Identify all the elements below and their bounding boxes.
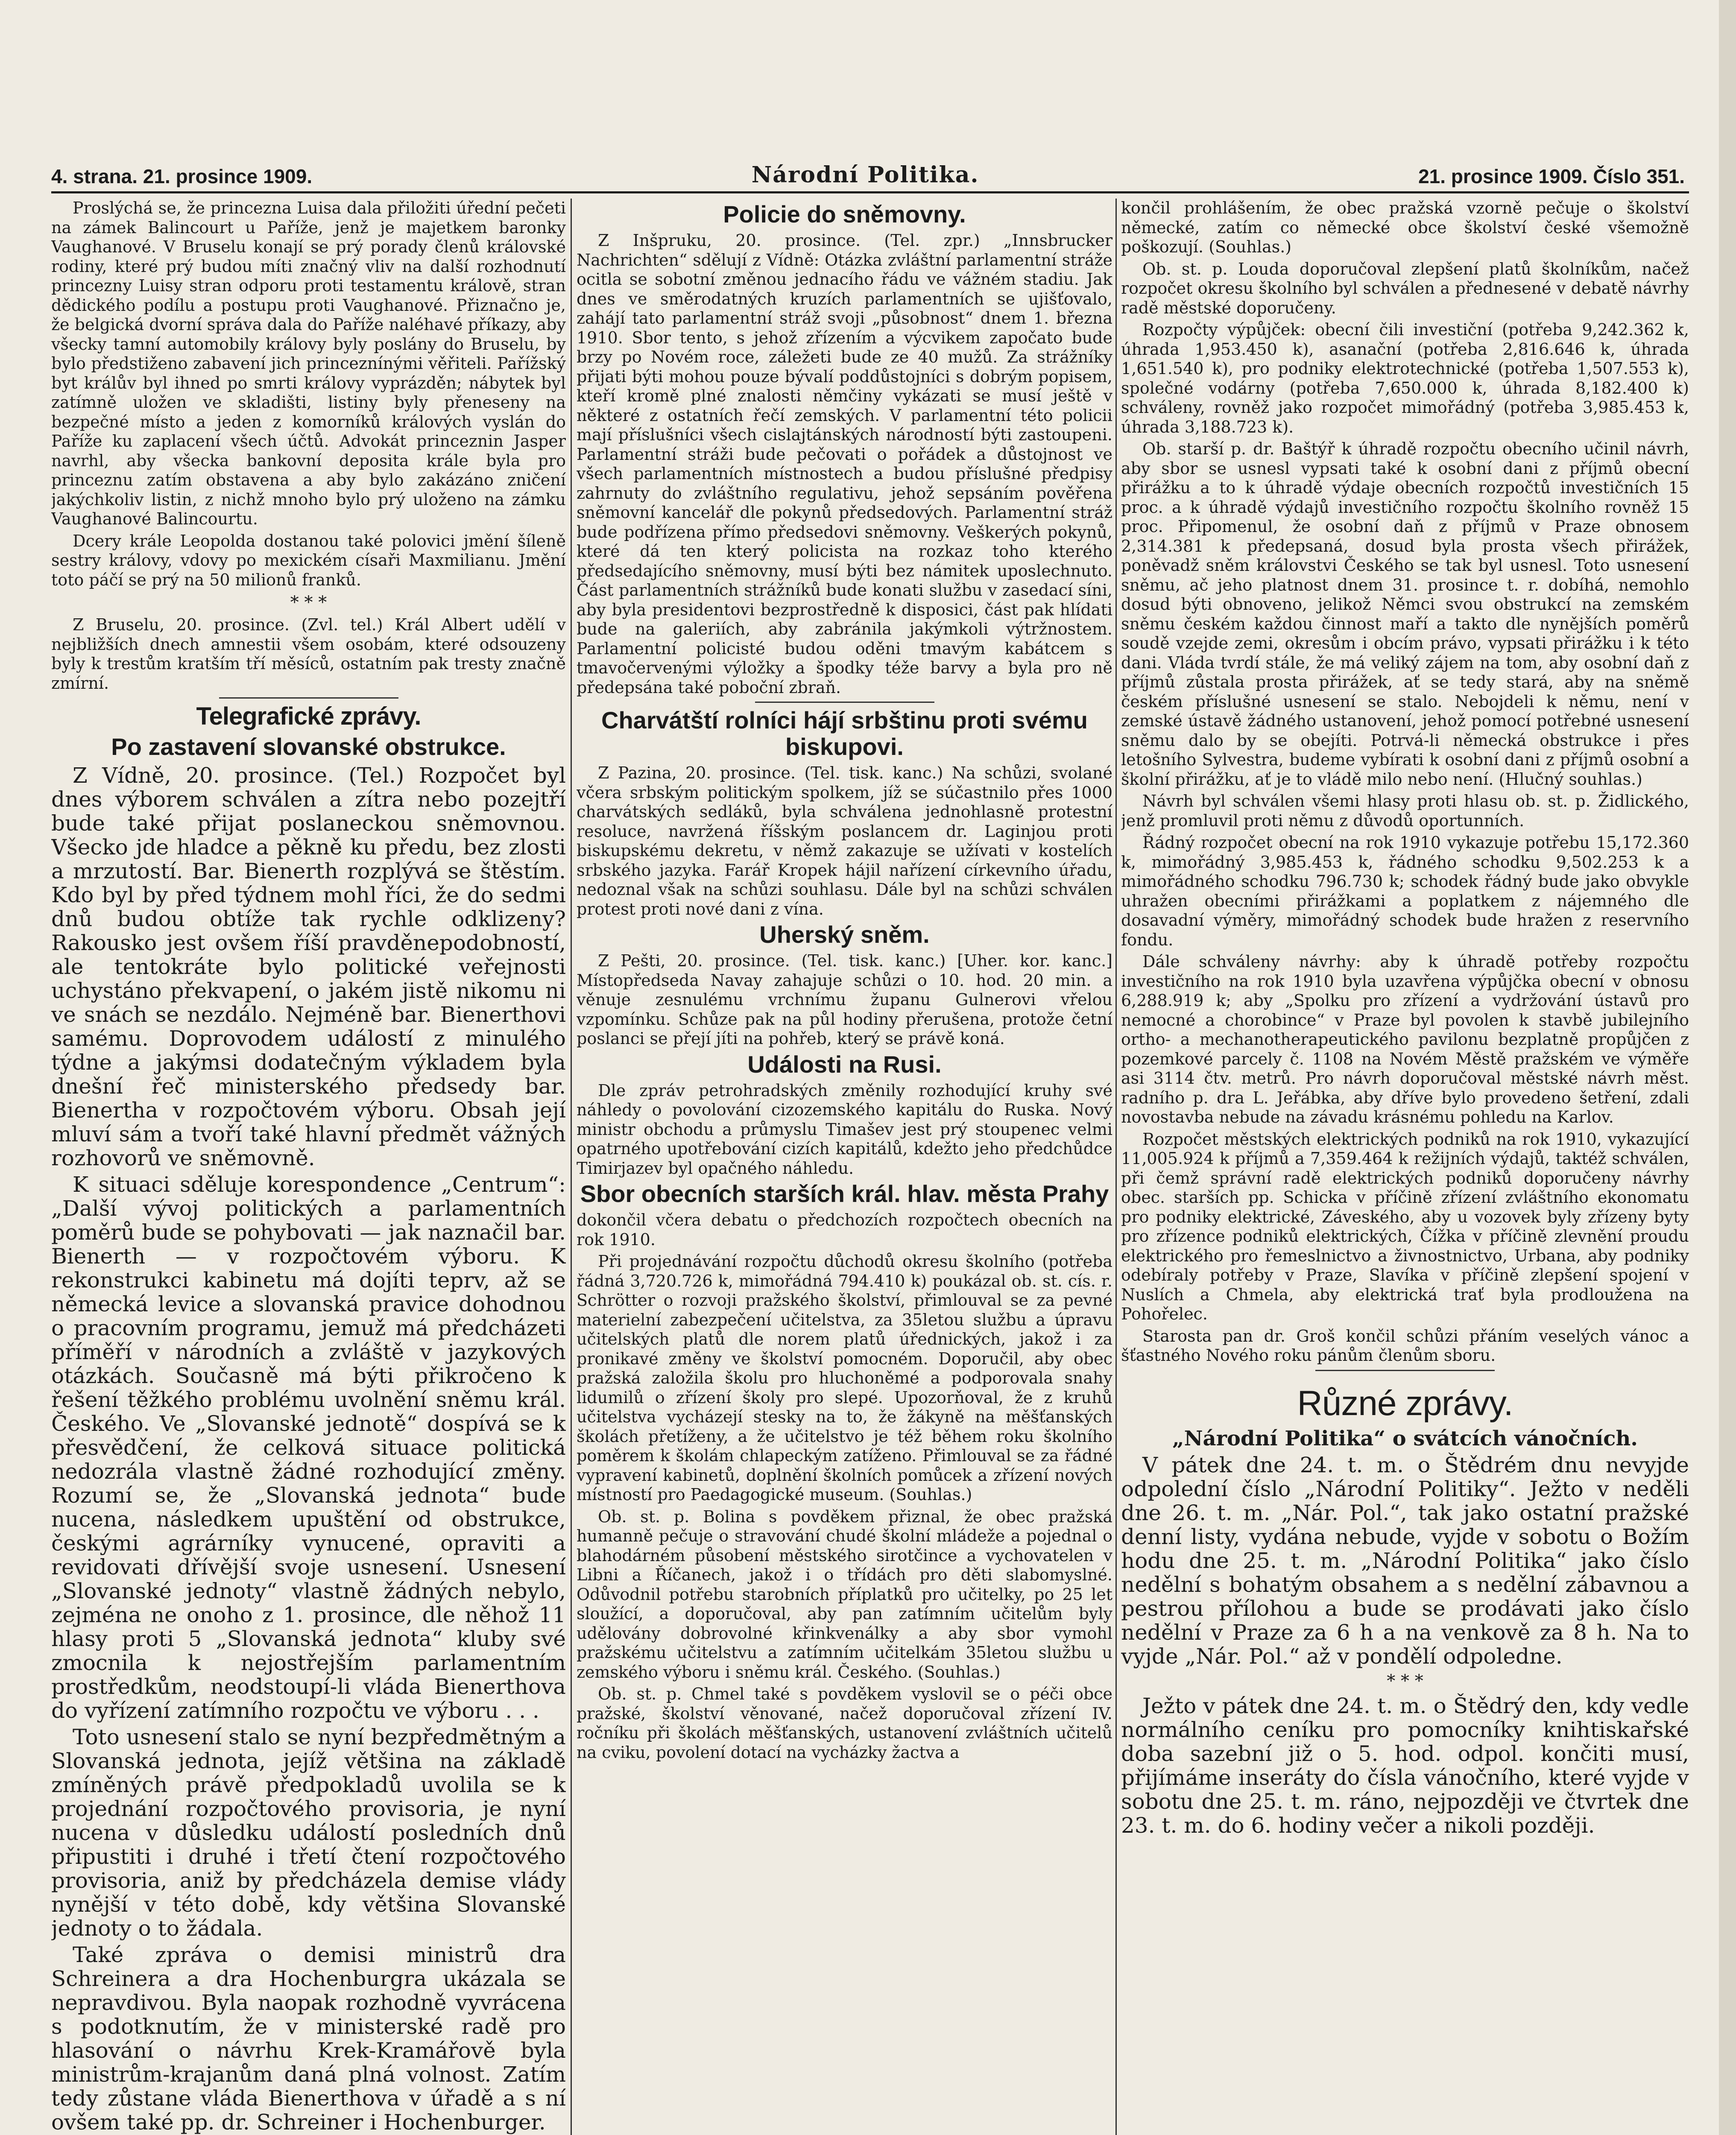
- article-heading: Charvátští rolníci hájí srbštinu proti svému biskupovi.: [601, 707, 1088, 760]
- column-1: [51, 199, 566, 2135]
- article-paragraph: Dle zpráv petrohradských změnily rozhodující kruhy své náhledy o povolování cizozemského kapitálu do Ruska. Nový ministr obchodu a průmyslu Timašev jest prý stoupenec velmi opatrného upotřebování cizích kapitálů, kdežto jeho předchůdce Timirjazev byl opačného náhledu.: [577, 1081, 1112, 1178]
- article-paragraph: Ob. st. p. Chmel také s povděkem vyslovil se o péči obce pražské, školství věnované, načež doporučoval zřízení IV. ročníku při školách měšťanských, ustanovení zvláštních učitelů na cviku, povolení dotací na vycházky žactva a: [577, 1685, 1112, 1762]
- article-heading: Po zastavení slovanské obstrukce.: [111, 733, 506, 760]
- article-paragraph: Také zpráva o demisi ministrů dra Schreinera a dra Hochenburgra ukázala se nepravdivou. Byla naopak rozhodně vyvrácena s podotknutím, že v ministerské radě pro hlasování o návrhu Krek-Kramářově byla ministrům-krajanům daná plná volnost. Zatím tedy zůstane vláda Bienerthova v úřadě a s ní ovšem také pp. dr. Schreiner i Hochenburger.: [51, 1942, 566, 2135]
- article-paragraph: Dále schváleny návrhy: aby k úhradě potřeby rozpočtu investičního na rok 1910 byla uzavřena výpůjčka obecní v obnosu 6,288.919 k; aby „Spolku pro zřízení a vydržování ústavů pro nemocné a chorobince“ v Praze byl povolen k stavbě jubilejního ortho- a mechanotherapeutického pavilonu bezplatně propůjčen z pozemkové parcely č. 1108 na Novém Městě pražském ve výměře asi 3114 čtv. metrů. Pro návrh doporučoval městské návrh měst. radního p. dra L. Jeřábka, aby dříve bylo provedeno šetření, zdali novostavba nebude na závadu krásnému pohledu na Karlov.: [1121, 952, 1689, 1126]
- newspaper-title: Národní Politika.: [751, 162, 979, 188]
- section-divider: [219, 697, 398, 699]
- article-paragraph: Toto usnesení stalo se nyní bezpředmětným a Slovanská jednota, jejíž většina na základě zmíněných právě předpokladů uvolila se k projednání rozpočtového provisoria, je nyní nucena v důsledku událostí posledních dnů připustiti i druhé i třetí čtení rozpočtového provisoria, aniž by předcházela demise vlády nynější v této době, kdy většina Slovanské jednoty o to žádala.: [51, 1725, 566, 1941]
- separator-stars: * * *: [1387, 1671, 1423, 1691]
- header-rule: [51, 191, 1689, 193]
- header-right: 21. prosince 1909. Číslo 351.: [1418, 165, 1685, 187]
- article-paragraph: Z Pešti, 20. prosince. (Tel. tisk. kanc.) [Uher. kor. kanc.] Místopředseda Navay zahajuje schůzi o 10. hod. 20 min. a věnuje zesnulému vrchnímu županu Gulnerovi vřelou vzpomínku. Schůze pak na půl hodiny přerušena, protože četní poslanci se přejí jíti na pohřeb, který se právě koná.: [577, 951, 1112, 1048]
- article-paragraph: Dcery krále Leopolda dostanou také polovici jmění šíleně sestry královy, vdovy po mexickém císaři Maxmilianu. Jmění toto páčí se prý na 50 milionů franků.: [51, 531, 566, 589]
- article-paragraph: Z Pazina, 20. prosince. (Tel. tisk. kanc.) Na schůzi, svolané včera srbským politickým spolkem, jíž se súčastnilo přes 1000 charvátských sedláků, byla schválena jednohlasně protestní resoluce, navržená říšským poslancem dr. Laginjou proti biskupskému dekretu, v němž zakazuje se užívati v kostelích srbského jazyka. Farář Kropek hájil nařízení církevního úřadu, nedoznal však na schůzi souhlasu. Dále byl na schůzi schválen protest proti nové dani z vína.: [577, 763, 1112, 918]
- column-divider: [1115, 199, 1117, 2135]
- page-header: [51, 162, 1685, 188]
- article-heading: Sbor obecních starších král. hlav. města Prahy: [580, 1180, 1109, 1207]
- article-paragraph: dokončil včera debatu o předchozích rozpočtech obecních na rok 1910.: [577, 1211, 1112, 1249]
- article-heading: Události na Rusi.: [747, 1050, 942, 1078]
- article-heading: „Národní Politika“ o svátcích vánočních.: [1172, 1426, 1638, 1451]
- article-paragraph: Návrh byl schválen všemi hlasy proti hlasu ob. st. p. Židlického, jenž promluvil proti němu z důvodů oportunních.: [1121, 792, 1689, 830]
- section-divider: [755, 702, 934, 703]
- article-paragraph: Z Inšpruku, 20. prosince. (Tel. zpr.) „Innsbrucker Nachrichten“ sdělují z Vídně: Otázka zvláštní parlamentní stráže ocitla se sobotní změnou jednacího řádu ve vážném stadiu. Jak dnes ve směrodatných kruzích parlamentních se ujišťovalo, zahájí tato parlamentní stráž svoji „působnost“ dnem 1. března 1910. Sbor tento, s jehož zřízením a výcvikem započato bude brzy po Novém roce, záležeti bude ze 40 mužů. Za strážníky přijati býti mohou pouze bývalí poddůstojníci s dobrým popisem, kteří kromě plné znalosti němčiny vykázati se musí ještě v některé z ostatních řečí zemských. V parlamentní této policii mají příslušníci všech cislajtánských národností býti zastoupeni. Parlamentní stráži bude pečovati o pořádek a důstojnost ve všech parlamentních místnostech a budou příslušné předpisy zahrnuty do zvláštního regulativu, jehož sepsáním pověřena sněmovní kancelář dle pokynů předsedových. Parlamentní stráž bude podřízena přímo předsedovi sněmovny. Veškerých pokynů, které dá ten který policista na rozkaz toho kterého předsedajícího sněmovny, musí býti bez námitek uposlechnuto. Část parlamentních strážníků bude konati službu v zasedací síni, aby byla presidentovi bezprostředně k disposici, část pak hlídati bude na galeriích, aby zabránila jakýmkoli výtržnostem. Parlamentní policisté budou oděni tmavým kabátcem s tmavočervenými výložky a špodky téže barvy a byla pro ně předepsána také poboční zbraň.: [577, 231, 1112, 697]
- column-divider: [571, 199, 572, 2135]
- article-paragraph: Řádný rozpočet obecní na rok 1910 vykazuje potřebu 15,172.360 k, mimořádný 3,985.453 k, řádného schodku 9,502.253 k a mimořádného schodku 796.730 k; schodek řádný bude jako obvykle uhražen obecními přirážkami a poplatkem z nájemného dle dosavadní výměry, mimořádný schodek bude hražen z reservního fondu.: [1121, 833, 1689, 949]
- article-paragraph: Starosta pan dr. Groš končil schůzi přáním veselých vánoc a šťastného Nového roku pánům členům sboru.: [1121, 1326, 1689, 1365]
- separator-stars: * * *: [290, 593, 327, 612]
- article-paragraph: Rozpočty výpůjček: obecní čili investiční (potřeba 9,242.362 k, úhrada 1,953.450 k), asanační (potřeba 2,816.646 k, úhrada 1,651.540 k), pro podniky elektrotechnické (potřeba 1,507.553 k), společné vodárny (potřeba 7,650.000 k, úhrada 8,182.400 k) schváleny, rovněž jako rozpočet mimořádný (potřeba 3,985.453 k, úhrada 3,188.723 k).: [1121, 320, 1689, 436]
- article-paragraph: končil prohlášením, že obec pražská vzorně pečuje o školství německé, zatím co německé obce školství české všemožně poškozují. (Souhlas.): [1121, 199, 1689, 256]
- article-paragraph: K situaci sděluje korespondence „Centrum“: „Další vývoj politických a parlamentních poměrů bude se pohybovati — jak naznačil bar. Bienerth — v rozpočtovém výboru. K rekonstrukci kabinetu má dojíti teprv, až se německá levice a slovanská pravice dohodnou o pracovním programu, jemuž má předcházeti příměří v národních a zvláště v jazykových otázkách. Současně má býti přikročeno k řešení těžkého problému uvolnění sněmu král. Českého. Ve „Slovanské jednotě“ dospívá se k přesvědčení, že celková situace politická nedozrála vlastně žádné rozhodující změny. Rozumí se, že „Slovanská jednota“ bude nucena, následkem upuštění od obstrukce, českými agrárníky vynucené, opraviti a revidovati dřívější svoje usnesení. Usnesení „Slovanské jednoty“ vlastně žádných nebylo, zejména ne onoho z 1. prosince, dle něhož 11 hlasy proti 5 „Slovanská jednota“ kluby své zmocnila k nejostřejším parlamentním prostředkům, neodstoupí-li vláda Bienerthova do vyřízení zatímního rozpočtu ve výboru . . .: [51, 1172, 566, 1723]
- article-paragraph: Z Bruselu, 20. prosince. (Zvl. tel.) Král Albert udělí v nejbližších dnech amnestii všem osobám, které odsouzeny byly k trestům kratším tří měsíců, ostatním pak tresty značně zmírní.: [51, 615, 566, 693]
- header-left: 4. strana. 21. prosince 1909.: [51, 165, 313, 187]
- article-heading: Uherský sněm.: [759, 921, 930, 948]
- section-divider: [1315, 1370, 1495, 1371]
- article-paragraph: Ob. st. p. Bolina s povděkem přiznal, že obec pražská humanně pečuje o stravování chudé školní mládeže a pojednal o blahodárném působení městského sirotčince a vychovatelen v Libni a Říčanech, jakož i o třídách pro děti slabomyslné. Odůvodnil potřebu starobních příplatků pro učitelky, po 25 let sloužící, a doporučoval, aby pan zatímním učitelům byly udělovány dobrovolné křinkvenálky a aby sbor vymohl pražskému učitelstvu a zatímním učitelkám 35letou službu u zemského výboru i sněmu král. Českého. (Souhlas.): [577, 1507, 1112, 1682]
- section-heading: Různé zprávy.: [1297, 1383, 1513, 1423]
- article-paragraph: Ob. st. p. Louda doporučoval zlepšení platů školníkům, načež rozpočet okresu školního byl schválen a přednesené v debatě návrhy radě městské doporučeny.: [1121, 259, 1689, 317]
- page-edge: [1719, 0, 1736, 2135]
- column-2: [577, 199, 1112, 2135]
- article-paragraph: Z Vídně, 20. prosince. (Tel.) Rozpočet byl dnes výborem schválen a zítra nebo pozejtří bude také přijat poslaneckou sněmovnou. Všecko jde hladce a pěkně ku předu, bez zlosti a mrzutostí. Bar. Bienerth rozplývá se štěstím. Kdo byl by před týdnem mohl říci, že do sedmi dnů budou obtíže tak rychle odklizeny? Rakousko jest ovšem říší pravděnepodobností, ale tentokráte bylo politické veřejnosti uchystáno překvapení, o jakém jistě nikomu ni ve snách se nezdálo. Nejméně bar. Bienerthovi samému. Doprovodem událostí z minulého týdne a jakýmsi dodatečným výkladem byla dnešní řeč ministerského předsedy bar. Bienertha v rozpočtovém výboru. Obsah její mluví sám a tvoří také hlavní předmět vážných rozhovorů ve sněmovně.: [51, 763, 566, 1170]
- article-paragraph: Rozpočet městských elektrických podniků na rok 1910, vykazující 11,005.924 k příjmů a 7,359.464 k režijních výdajů, taktéž schválen, při čemž správní radě elektrických podniků doporučeny návrhy obec. starších pp. Schicka v příčině zřízení zvláštního ekonomatu pro podniky elektrické, Záveského, aby u vozovek byly zřízeny byty pro zřízence podniků elektrických, Čížka v příčině zlevnění proudu elektrického pro řemeslnictvo a živnostnictvo, Urbana, aby podniky odebíraly potřeby v Praze, Slavíka v příčině zlepšení spojení v Nuslích a Chmela, aby elektrická trať byla prodloužena na Pohořelec.: [1121, 1129, 1689, 1323]
- article-paragraph: Ježto v pátek dne 24. t. m. o Štědrý den, kdy vedle normálního ceníku pro pomocníky knihtiskařské doba sazební již o 5. hod. odpol. končiti musí, přijímáme inseráty do čísla vánočního, které vyjde v sobotu dne 25. t. m. ráno, nejpozději ve čtvrtek dne 23. t. m. do 6. hodiny večer a nikoli později.: [1121, 1693, 1689, 1838]
- article-paragraph: Při projednávání rozpočtu důchodů okresu školního (potřeba řádná 3,720.726 k, mimořádná 794.410 k) poukázal ob. st. cís. r. Schrötter o rozvoji pražského školství, přimlouval se za pevné materielní zabezpečení učitelstva, za 35letou službu a úpravu učitelských platů dle norem platů úřednických, jakož i za pronikavé změny ve školství pomocném. Doporučil, aby obec pražská založila školu pro hluchoněmé a podporovala snahy lidumilů o zřízení školy pro slepé. Upozorňoval, že z kruhů učitelstva vycházejí stesky na to, že žákyně na měšťanských školách přetíženy, a že učitelstvo je též během roku školního poměrem k školám chlapeckým zatíženo. Přimlouval se za řádné vypravení kabinetů, doplnění školních pomůcek a zřízení nových místností pro Paedagogické museum. (Souhlas.): [577, 1252, 1112, 1504]
- section-heading: Telegrafické zprávy.: [196, 702, 421, 730]
- column-3: [1121, 199, 1689, 2135]
- article-paragraph: Ob. starší p. dr. Baštýř k úhradě rozpočtu obecního učinil návrh, aby sbor se usnesl vypsati také k osobní dani z příjmů obecní přirážku a to k úhradě výdaje obecních rozpočtů investičních 15 proc. a k úhradě výdajů investičního rozpočtu školního rovněž 15 proc. Připomenul, že osobní daň z příjmů v Praze obnosem 2,314.381 k předepsaná, dosud byla prosta všech přirážek, poněvadž sněm královstvi Českého se tak byl usnesl. Toto usnesení sněmu, ač jeho platnost dnem 31. prosince t. r. dobíhá, nemohlo dosud býti obnoveno, jelikož Němci svou obstrukcí na zemském sněmu českém každou činnost maří a takto dle nynějších poměrů soudě vzejde zemi, okresům i obcím právo, vypsati přirážku i k této dani. Vláda tvrdí stále, že má veliký zájem na tom, aby osobní daň z příjmů zůstala prosta přirážek, ať se tedy stará, aby na sněmě českém příslušné usnesení se stalo. Nebojdeli k němu, není v zemské ústavě žádného ustanovení, jehož pomocí potřebné usnesení sněmu dalo by se obejíti. Potrvá-li německá obstrukce i přes letošního Sylvestra, budeme vybírati k osobní dani z příjmů osobní a školní přirážku, ať je to vládě milo nebo není. (Hlučný souhlas.): [1121, 439, 1689, 789]
- article-paragraph: V pátek dne 24. t. m. o Štědrém dnu nevyjde odpolední číslo „Národní Politiky“. Ježto v neděli dne 26. t. m. „Nár. Pol.“, tak jako ostatní pražské denní listy, vydána nebude, vyjde v sobotu o Božím hodu dne 25. t. m. „Národní Politika“ jako číslo nedělní s bohatým obsahem a s nedělní zábavnou a pestrou přílohou a bude se prodávati jako číslo nedělní v Praze za 6 h a na venkově za 8 h. Na to vyjde „Nár. Pol.“ až v pondělí odpoledne.: [1121, 1452, 1689, 1669]
- article-paragraph: Proslýchá se, že princezna Luisa dala přiložiti úřední pečeti na zámek Balincourt u Paříže, jenž je majetkem baronky Vaughanové. V Bruselu konají se prý porady členů královské rodiny, které prý budou míti značný vliv na další rozhodnutí princezny Luisy stran odporu proti testamentu králově, stran dědického podílu a postupu proti Vaughanové. Přiznačno je, že belgická dvorní správa dala do Paříže naléhavé příkazy, aby všecky tamní automobily královy byly poslány do Bruselu, by bylo předstiženo zabavení jich princeznínými věřiteli. Pařížský byt králův byl ihned po smrti královy vyprázděn; nábytek byl zatímně uložen ve skladišti, listiny byly přeneseny na bezpečné místo a jeden z komorníků králových vyslán do Paříže ku zaplacení všech účtů. Advokát princeznin Jasper navrhl, aby všecka bankovní deposita krále byla pro princeznu zatím obstavena a aby bylo zakázáno zničení jakýchkoliv listin, z nichž mnoho bylo prý uloženo na zámku Vaughanové Balincourtu.: [51, 199, 566, 528]
- article-heading: Policie do sněmovny.: [723, 201, 966, 228]
